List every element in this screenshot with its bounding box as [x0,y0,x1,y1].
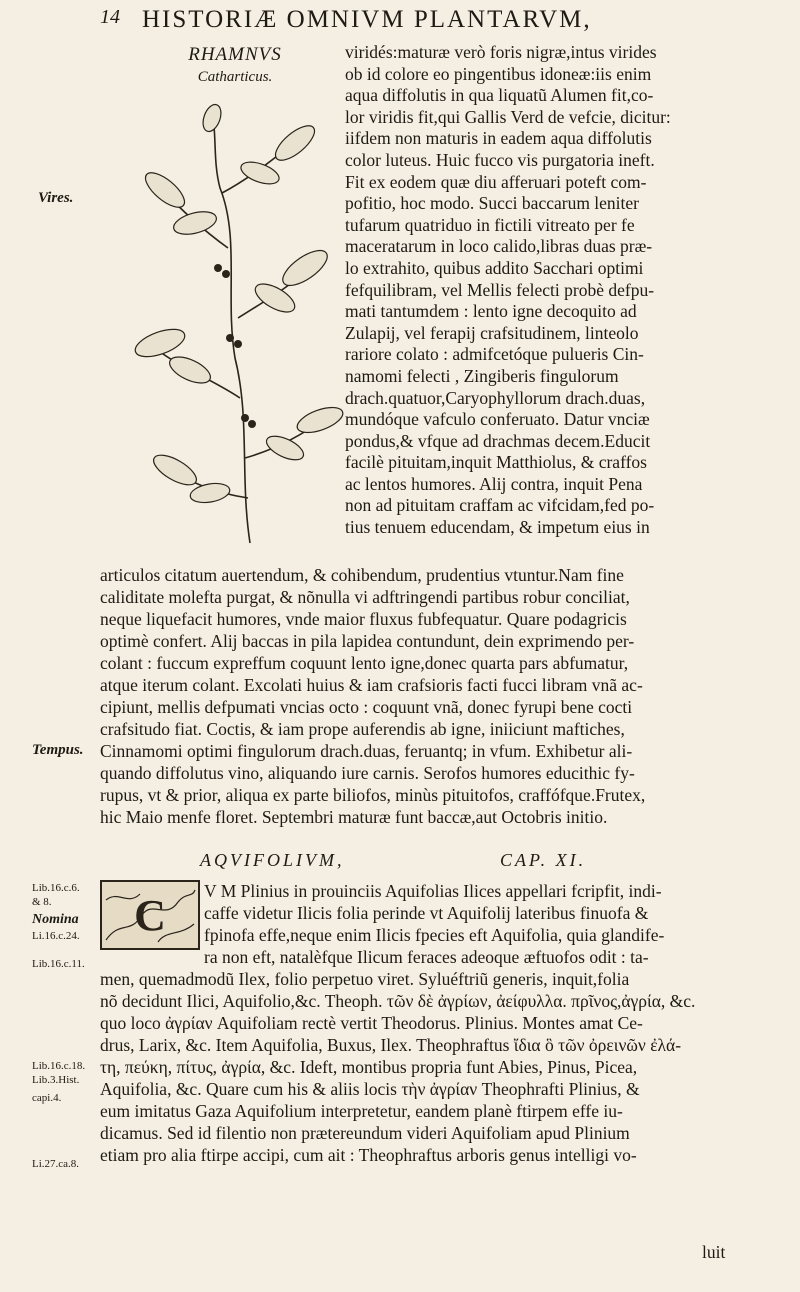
running-header [100,6,740,40]
text-line: caliditate molefta purgat, & nõnulla vi adftringendi partibus robur conciliat, [100,587,630,607]
text-line: mundóque vafculo conferuato. Datur vnciæ [345,409,650,430]
text-line: caffe videtur Ilicis folia perinde vt Aquifolij lateribus finuofa & [204,903,649,923]
plant-name: RHAMNVS [188,44,282,65]
text-line: optimè confert. Alij baccas in pila lapidea contundunt, dein exprimendo per- [100,631,635,651]
text-line: Aquifolia, &c. Quare cum his & aliis locis τὴν ἀγρίαν Theophrafti Plinius, & [100,1079,640,1099]
text-line: crafsitudo fiat. Coctis, & iam prope auferendis ab igne, iniiciunt maftiches, [100,719,625,739]
chapter-title: AQVIFOLIVM, [200,850,345,870]
text-line: maceratarum in loco calido,libras duas præ- [345,236,653,257]
text-line: viridés:maturæ verò foris nigræ,intus virides [345,42,657,62]
text-line: nõ decidunt Ilici, Aquifolio,&c. Theoph. τῶν δὲ ἀγρίων, ἀείφυλλα. πρῖνος,ἀγρία, &c. [100,991,696,1011]
text-line: rariore colato : admifcetóque pulueris Cin- [345,344,644,365]
text-line: fefquilibram, vel Mellis felecti probè defpu- [345,279,655,300]
chapter-number: CAP. XI. [500,850,587,870]
margin-label-nomina: Nomina [32,912,79,927]
text-line: etiam pro alia ftirpe accipi, cum ait : Theophraftus arboris genus intelligi vo- [100,1145,637,1165]
running-title: HISTORIÆ OMNIVM PLANTARVM, [142,6,592,33]
margin-ref: Lib.16.c.11. [32,958,85,970]
text-line: ra non eft, natalèfque Ilicum feraces adeoque æftuofos odit : ta- [204,947,649,967]
text-line: quo loco ἀγρίαν Aquifoliam rectè vertit Theodorus. Plinius. Montes amat Ce- [100,1013,643,1033]
svg-text:C: C [134,891,166,940]
text-line: men, quemadmodũ Ilex, folio perpetuo viret. Syluéftriũ generis, inquit,folia [100,969,630,989]
text-line: eum imitatus Gaza Aquifolium interpretetur, eandem planè ftirpem effe iu- [100,1101,623,1121]
text-line: dicamus. Sed id filentio non prætereundum videri Aquifoliam apud Plinium [100,1123,630,1143]
text-line: drach.quatuor,Caryophyllorum drach.duas, [345,387,646,408]
text-line: drus, Larix, &c. Item Aquifolia, Buxus, Ilex. Theophraftus ἴδια ὃ τῶν ὀρεινῶν ἐλά- [100,1035,682,1055]
text-line: facilè pituitam,inquit Matthiolus, & craffos [345,452,647,473]
margin-ref: Lib.3.Hist. [32,1074,80,1086]
margin-label-vires: Vires. [38,190,74,206]
plant-subname: Catharticus. [197,69,273,85]
text-line: aqua diffolutis in qua liquatũ Alumen fit,co- [345,85,654,106]
text-line: tius tenuem educendam, & impetum eius in [345,517,650,538]
catchword: luit [702,1242,726,1262]
text-line: fpinofa effe,neque enim Ilicis fpecies eft Aquifolia, quia glandife- [204,925,665,945]
margin-ref: Lib.16.c.18. [32,1060,86,1072]
text-line: Cinnamomi optimi fingulorum drach.duas, feruantq; in vfum. Exhibetur ali- [100,741,633,761]
text-line: lor viridis fit,qui Gallis Verd de vefcie, dicitur: [345,106,671,127]
margin-ref: Li.16.c.24. [32,930,80,942]
text-line: pondus,& vfque ad drachmas decem.Educit [345,430,651,451]
text-line: tufarum quatriduo in fictili vitreato per fe [345,214,635,235]
plant-caption [140,44,330,88]
botanical-woodcut [100,98,350,548]
text-line: articulos citatum auertendum, & cohibendum, prudentius vtuntur.Nam fine [100,565,624,585]
text-line: atque iterum colant. Excolati huius & iam crafsioris facti fucci libram vnã ac- [100,675,643,695]
text-block-aquifolium [100,880,745,1166]
text-line: rupus, vt & prior, aliqua ex parte biliofos, minùs pituitofos, craffófque.Frutex, [100,785,646,805]
text-line: τη, πεύκη, πίτυς, ἀγρία, &c. Ideft, montibus propria funt Abies, Pinus, Picea, [100,1057,638,1077]
text-line: lo extrahito, quibus addito Sacchari optimi [345,257,644,278]
text-block-rhamnus [100,564,745,828]
text-line: quando diffolutus vino, aliquando iure carnis. Serofos humores educithic fy- [100,763,635,783]
margin-ref: Li.27.ca.8. [32,1158,80,1170]
margin-ref: & 8. [32,896,52,908]
text-line: pofitio, hoc modo. Succi baccarum leniter [345,193,640,214]
text-line: ac lentos humores. Alij contra, inquit Pena [345,473,643,494]
text-line: cipiunt, mellis defpumati vncias octo : coquunt vnã, donec fyrupi bene cocti [100,697,633,717]
text-line: V M Plinius in prouinciis Aquifolias Ilices appellari fcripfit, indi- [204,881,662,901]
text-line: Fit ex eodem quæ diu afferuari poteft com- [345,171,647,192]
margin-label-tempus: Tempus. [32,742,84,758]
text-column-right [345,42,745,539]
text-line: non ad pituitam craffam ac vifcidam,fed po- [345,495,655,516]
text-line: colant : fuccum expreffum coquunt lento igne,donec quarta pars abfumatur, [100,653,629,673]
text-line: ob id colore eo pingentibus idoneæ:iis enim [345,63,652,84]
text-line: neque liquefacit humores, vnde maior fluxus fubfequatur. Quare podagricis [100,609,627,629]
text-line: Zulapij, vel ferapij crafsitudinem, linteolo [345,322,639,343]
margin-ref: Lib.16.c.6. [32,882,80,894]
page-number: 14 [100,6,120,28]
text-line: namomi felecti , Zingiberis fingulorum [345,365,619,386]
chapter-heading [200,850,620,876]
text-line: hic Maio menfe floret. Septembri maturæ funt baccæ,aut Octobris initio. [100,807,608,827]
text-line: mati tantumdem : lento igne decoquito ad [345,301,637,322]
text-line: color luteus. Huic fucco vis purgatoria ineft. [345,149,655,170]
margin-ref: capi.4. [32,1092,62,1104]
text-line: iifdem non maturis in eadem aqua diffolutis [345,128,652,149]
